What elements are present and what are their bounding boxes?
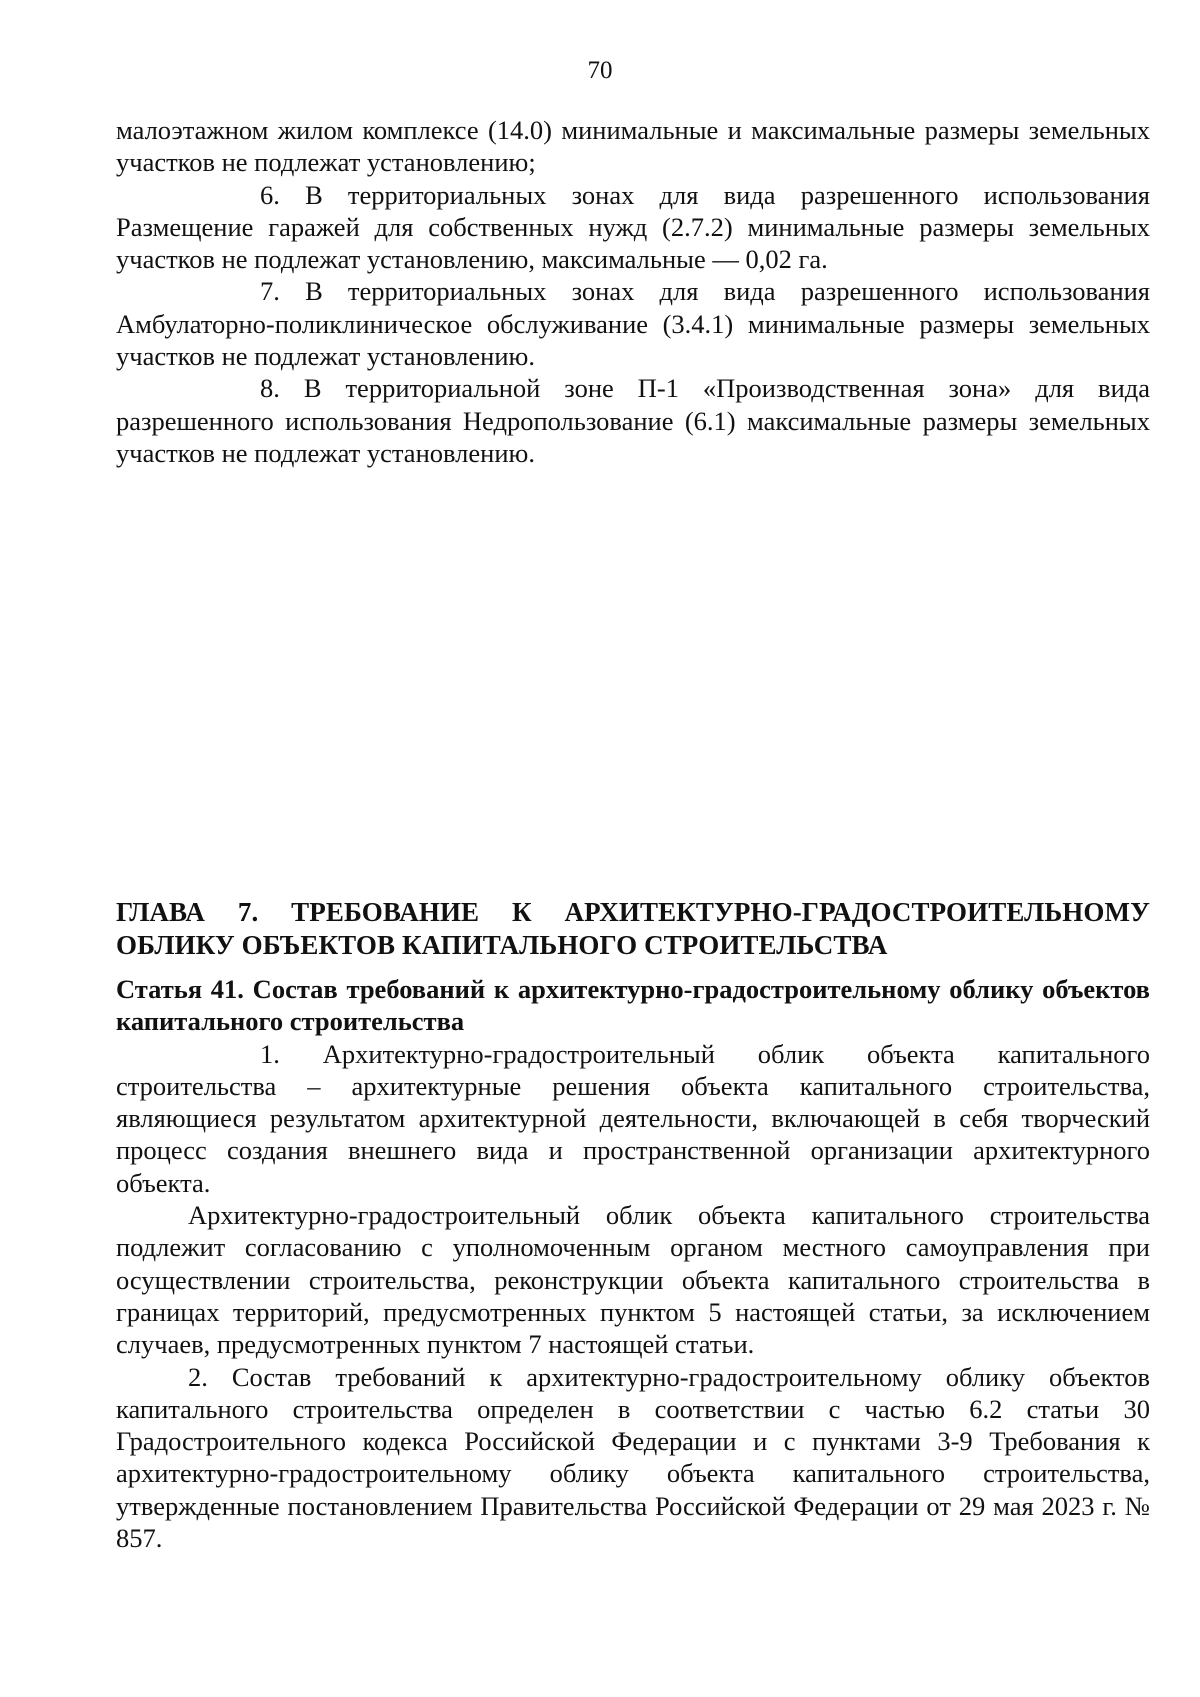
article-paragraph-number: 1. [260,1038,280,1069]
article-paragraph-text: Состав требований к архитектурно-градостроительному облику объектов капитального строительства определен в соответствии с частью 6.2 статьи 30 Градостроительного кодекса Российской Федерации и с пунктами 3-9 Требования к архитектурно-градостроительному облику объекта капитального строительства, утвержденные постановлением Правительства Российской Федерации от 29 мая 2023 г. № 857. [116,1361,1150,1554]
list-item-text: В территориальной зоне П-1 «Производственная зона» для вида разрешенного использования Недропользование (6.1) максимальные размеры земельных участков не подлежат установлению. [116,373,1150,468]
article-paragraph-text: Архитектурно-градостроительный облик объекта капитального строительства подлежит согласованию с уполномоченным органом местного самоуправления при осуществлении строительства, реконструкции объекта капитального строительства в границах территорий, предусмотренных пунктом 5 настоящей статьи, за исключением случаев, предусмотренных пунктом 7 настоящей статьи. [116,1200,1150,1360]
continuation-paragraph: малоэтажном жилом комплексе (14.0) минимальные и максимальные размеры земельных участков не подлежат установлению; [116,115,1150,178]
list-item [116,179,1150,276]
top-section [116,114,1150,469]
list-item-text: В территориальных зонах для вида разрешенного использования Размещение гаражей для собственных нужд (2.7.2) минимальные размеры земельных участков не подлежат установлению, максимальные — 0,02 га. [116,179,1150,275]
chapter-title: ГЛАВА 7. ТРЕБОВАНИЕ К АРХИТЕКТУРНО-ГРАДОСТРОИТЕЛЬНОМУ ОБЛИКУ ОБЪЕКТОВ КАПИТАЛЬНОГО СТРОИТЕЛЬСТВА [116,897,1150,960]
article-paragraph-number: 2. [188,1361,208,1392]
article-paragraph-text: Архитектурно-градостроительный облик объекта капитального строительства – архитектурные решения объекта капитального строительства, являющиеся результатом архитектурной деятельности, включающей в себя творческий процесс создания внешнего вида и пространственной организации архитектурного объекта. [116,1038,1150,1198]
list-item-number: 6. [260,179,280,210]
article-paragraph [116,1199,1150,1360]
list-item-number: 8. [260,373,280,404]
article-title: Статья 41. Состав требований к архитектурно-градостроительному облику объектов капитального строительства [116,974,1150,1037]
chapter-section [116,896,1150,1554]
list-item [116,372,1150,469]
article-paragraph [116,1038,1150,1199]
list-item-text: В территориальных зонах для вида разрешенного использования Амбулаторно-поликлиническое обслуживание (3.4.1) минимальные размеры земельных участков не подлежат установлению. [116,276,1150,372]
list-item [116,275,1150,372]
list-item-number: 7. [260,276,280,307]
article-paragraph [116,1361,1150,1555]
page-number: 70 [587,57,613,84]
